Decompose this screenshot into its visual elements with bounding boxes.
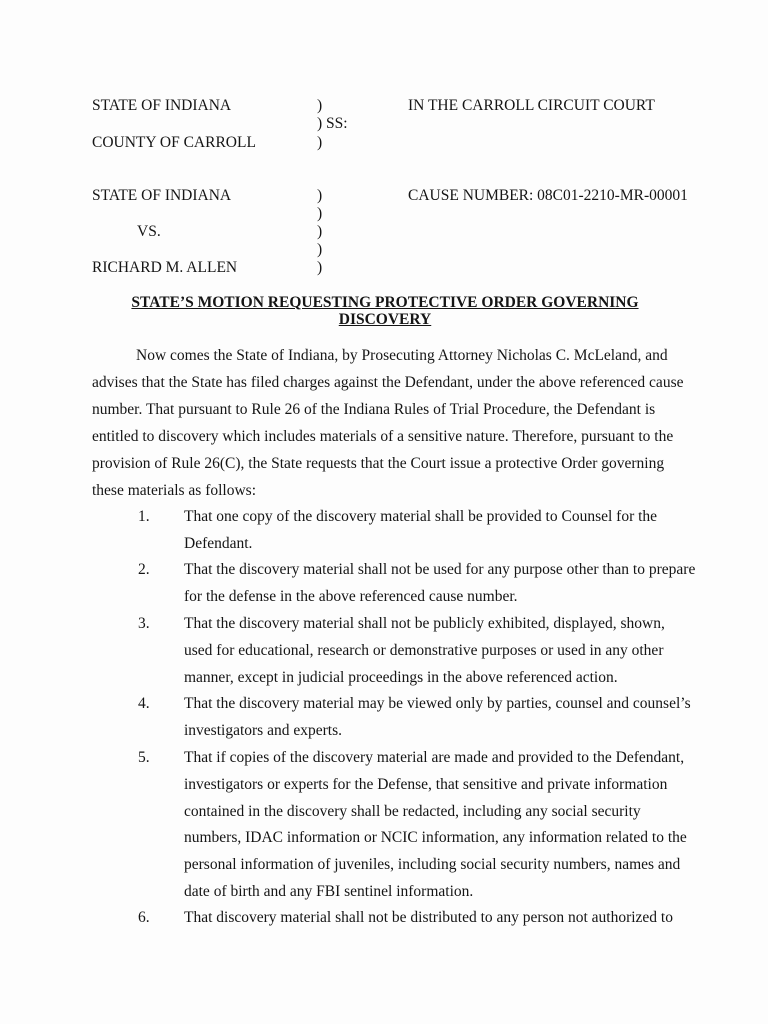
item-line: used for educational, research or demonstrative purposes or used in any other [184,642,664,659]
caption-state: STATE OF INDIANA [92,97,232,114]
intro-line: entitled to discovery which includes materials of a sensitive nature. Therefore, pursuant to the [92,428,674,445]
item-line: That if copies of the discovery material are made and provided to the Defendant, [184,749,685,766]
item-number: 2. [138,561,150,578]
caption-paren: ) [317,223,323,240]
motion-title [120,294,650,328]
item-line: date of birth and any FBI sentinel information. [184,883,474,900]
item-number: 5. [138,749,150,766]
item-number: 3. [138,615,150,632]
caption-paren: ) [317,97,323,114]
item-line: numbers, IDAC information or NCIC information, any information related to the [184,829,687,846]
defendant-name: RICHARD M. ALLEN [92,259,238,276]
item-number: 1. [138,508,150,525]
motion-title-line: STATE’S MOTION REQUESTING PROTECTIVE ORDER GOVERNING [131,294,639,311]
versus-label: VS. [137,223,161,240]
court-name: IN THE CARROLL CIRCUIT COURT [408,97,655,114]
intro-line: provision of Rule 26(C), the State requests that the Court issue a protective Order governing [92,455,665,472]
caption-county: COUNTY OF CARROLL [92,134,256,151]
caption-paren: ) [317,205,323,222]
item-line: Defendant. [184,535,253,552]
cause-number: CAUSE NUMBER: 08C01-2210-MR-00001 [408,187,688,204]
item-line: for the defense in the above referenced cause number. [184,588,518,605]
caption-paren: ) [317,134,323,151]
item-line: That the discovery material shall not be used for any purpose other than to prepare [184,561,696,578]
item-line: contained in the discovery shall be redacted, including any social security [184,803,641,820]
item-line: That discovery material shall not be distributed to any person not authorized to [184,909,673,926]
plaintiff-name: STATE OF INDIANA [92,187,232,204]
caption-paren: ) [317,259,323,276]
caption-paren: ) [317,241,323,258]
item-line: investigators or experts for the Defense, that sensitive and private information [184,776,668,793]
caption-ss: ) SS: [317,115,348,132]
intro-line: advises that the State has filed charges against the Defendant, under the above referenced cause [92,374,684,391]
item-line: That the discovery material shall not be publicly exhibited, displayed, shown, [184,615,665,632]
intro-line: these materials as follows: [92,482,256,499]
item-line: investigators and experts. [184,722,342,739]
intro-line: number. That pursuant to Rule 26 of the Indiana Rules of Trial Procedure, the Defendant is [92,401,656,418]
item-line: That one copy of the discovery material shall be provided to Counsel for the [184,508,658,525]
item-number: 6. [138,909,150,926]
item-line: personal information of juveniles, including social security numbers, names and [184,856,681,873]
caption-paren: ) [317,187,323,204]
motion-title-line: DISCOVERY [338,311,432,328]
intro-line: Now comes the State of Indiana, by Prosecuting Attorney Nicholas C. McLeland, and [136,347,668,364]
item-number: 4. [138,695,150,712]
item-line: manner, except in judicial proceedings in the above referenced action. [184,669,618,686]
item-line: That the discovery material may be viewed only by parties, counsel and counsel’s [184,695,691,712]
